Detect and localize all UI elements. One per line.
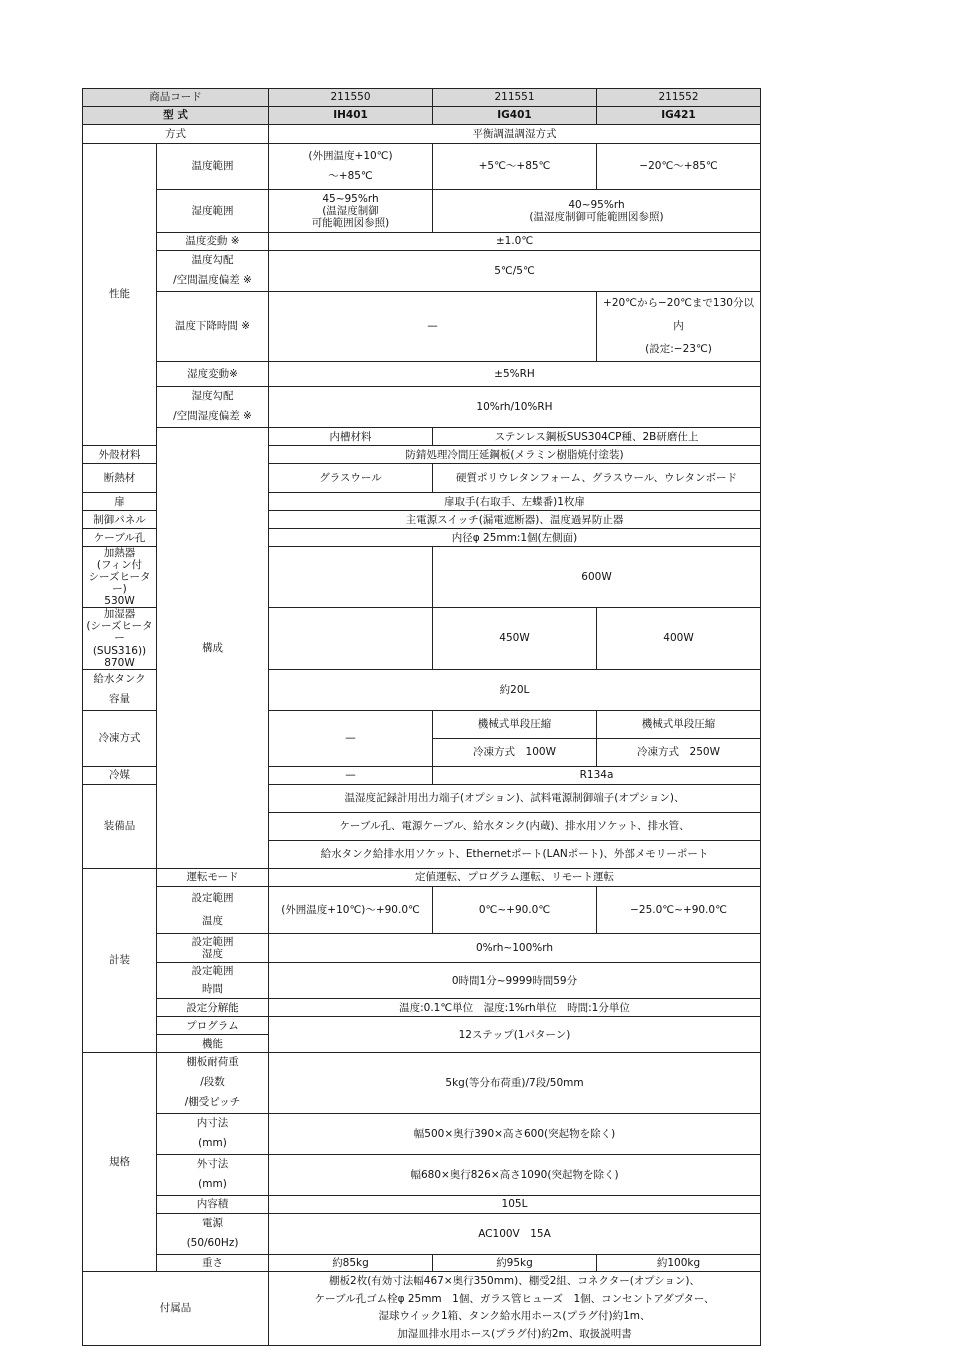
label-water-tank-line1: 給水タンク (93, 672, 146, 685)
product-code-3: 211552 (597, 89, 761, 107)
label-humidity-fluct: 湿度変動※ (157, 362, 269, 387)
label-shelf-load-line2: /段数 (200, 1076, 225, 1089)
humidity-range-1-line1: 45~95%rh (322, 192, 379, 205)
label-humidity-gradient-line2: /空間湿度偏差 ※ (173, 410, 252, 423)
label-time-set (157, 962, 269, 999)
humidity-set-value: 0%rh~100%rh (269, 933, 761, 962)
row-cool-time (83, 291, 761, 361)
label-control-panel: 制御パネル (83, 511, 157, 529)
accessories-line2: ケーブル孔ゴム栓φ 25mm 1個、ガラス管ヒューズ 1個、コンセントアダプター、 (314, 1292, 715, 1305)
row-humidity-gradient (83, 387, 761, 428)
program-value: 12ステップ(1パターン) (269, 1017, 761, 1053)
outer-material-value: 防錆処理冷間圧延鋼板(メラミン樹脂焼付塗装) (269, 446, 761, 464)
cool-time-3 (597, 291, 761, 361)
row-shelf-load (83, 1053, 761, 1114)
refrigerant-23: R134a (433, 766, 761, 784)
product-code-1: 211550 (269, 89, 433, 107)
label-heater-line4: 530W (104, 595, 135, 608)
volume-value: 105L (269, 1195, 761, 1213)
equipment-line2: ケーブル孔、電源ケーブル、給水タンク(内蔵)、排水用ソケット、排水管、 (269, 812, 761, 840)
label-equipment: 装備品 (83, 784, 157, 868)
humidity-gradient-value: 10%rh/10%RH (269, 387, 761, 428)
label-product-code: 商品コード (83, 89, 269, 107)
row-accessories (83, 1271, 761, 1345)
row-inner-dim (83, 1114, 761, 1155)
label-temp-gradient (157, 251, 269, 292)
accessories-line4: 加湿皿排水用ホース(プラグ付)約2m、取扱説明書 (397, 1328, 632, 1341)
label-method: 方式 (83, 125, 269, 144)
label-temp-gradient-line1: 温度勾配 (191, 254, 234, 266)
group-construction: 構成 (157, 428, 269, 869)
model-3: IG421 (597, 107, 761, 125)
cable-port-value: 内径φ 25mm:1個(左側面) (269, 529, 761, 547)
accessories-line3: 湿球ウイック1箱、タンク給水用ホース(プラグ付)約1m、 (378, 1310, 651, 1323)
time-set-value: 0時間1分~9999時間59分 (269, 962, 761, 999)
accessories-line1: 棚板2枚(有効寸法幅467×奥行350mm)、棚受2組、コネクター(オプション)、 (329, 1274, 700, 1287)
label-inner-dim-line1: 内寸法 (196, 1117, 229, 1130)
label-shelf-load-line1: 棚板耐荷重 (186, 1056, 239, 1069)
label-time-set-line2: 時間 (202, 982, 223, 995)
label-power (157, 1213, 269, 1254)
equipment-line1: 温湿度記録計用出力端子(オプション)、試料電源制御端子(オプション)、 (269, 784, 761, 812)
label-humidity-gradient-line1: 湿度勾配 (191, 390, 234, 403)
label-temp-set-line2: 温度 (202, 914, 223, 927)
method-value: 平衡調温調湿方式 (269, 125, 761, 144)
label-program-line2: 機能 (157, 1035, 269, 1053)
mode-value: 定値運転、プログラム運転、リモート運転 (269, 868, 761, 886)
inner-dim-value: 幅500×奥行390×高さ600(突起物を除く) (269, 1114, 761, 1155)
label-volume: 内容積 (157, 1195, 269, 1213)
label-refrigeration: 冷凍方式 (83, 710, 157, 766)
label-shelf-load-line3: /棚受ピッチ (184, 1096, 241, 1109)
row-program-1 (83, 1017, 761, 1035)
weight-3: 約100kg (597, 1254, 761, 1271)
heater-23: 600W (433, 547, 761, 608)
humidity-range-1 (269, 190, 433, 233)
label-heater-line3: シーズヒーター) (88, 571, 151, 596)
label-temp-fluct: 温度変動 ※ (157, 233, 269, 251)
row-method (83, 125, 761, 144)
label-inner-dim-line2: (mm) (198, 1137, 227, 1150)
cool-time-12: — (269, 291, 597, 361)
label-cable-port: ケーブル孔 (83, 529, 157, 547)
label-temp-set-line1: 設定範囲 (191, 891, 234, 904)
refrigerant-1: — (269, 766, 433, 784)
label-inner-dim (157, 1114, 269, 1155)
temp-range-3: −20℃〜+85℃ (597, 144, 761, 190)
label-humidity-set (157, 933, 269, 962)
label-accessories: 付属品 (83, 1271, 269, 1345)
row-humidity-fluct (83, 362, 761, 387)
row-power (83, 1213, 761, 1254)
row-temp-range (83, 144, 761, 190)
humidifier-3: 400W (597, 608, 761, 669)
row-model (83, 107, 761, 125)
temp-range-1 (269, 144, 433, 190)
label-temp-range: 温度範囲 (157, 144, 269, 190)
resolution-value: 温度:0.1℃単位 湿度:1%rh単位 時間:1分単位 (269, 999, 761, 1017)
label-program-line1: プログラム (157, 1017, 269, 1035)
row-humidity-range (83, 190, 761, 233)
label-humidity-range: 湿度範囲 (157, 190, 269, 233)
water-tank-value: 約20L (269, 669, 761, 710)
insulation-23: 硬質ポリウレタンフォーム、グラスウール、ウレタンボード (433, 464, 761, 493)
door-value: 扉取手(右取手、左蝶番)1枚扉 (269, 493, 761, 511)
humidity-range-23-line1: 40~95%rh (568, 198, 625, 211)
row-temp-fluct (83, 233, 761, 251)
shelf-load-value: 5kg(等分布荷重)/7段/50mm (269, 1053, 761, 1114)
cool-time-3-line1: +20℃から−20℃まで130分以内 (603, 296, 754, 332)
row-resolution (83, 999, 761, 1017)
label-heater-line1: 加熱器 (103, 547, 136, 560)
product-code-2: 211551 (433, 89, 597, 107)
label-outer-dim-line2: (mm) (198, 1178, 227, 1191)
humidity-range-23-line2: (温湿度制御可能範囲図参照) (529, 211, 664, 223)
humidity-range-1-line2: (温湿度制御 (322, 204, 379, 217)
outer-dim-value: 幅680×奥行826×高さ1090(突起物を除く) (269, 1155, 761, 1196)
row-weight (83, 1254, 761, 1271)
weight-1: 約85kg (269, 1254, 433, 1271)
heater-1 (269, 547, 433, 608)
label-mode: 運転モード (157, 868, 269, 886)
temp-range-2: +5℃〜+85℃ (433, 144, 597, 190)
label-resolution: 設定分解能 (157, 999, 269, 1017)
label-temp-set (157, 886, 269, 933)
temp-set-1: (外囲温度+10℃)〜+90.0℃ (269, 886, 433, 933)
model-1: IH401 (269, 107, 433, 125)
row-outer-dim (83, 1155, 761, 1196)
temp-gradient-value: 5℃/5℃ (269, 251, 761, 292)
label-model: 型 式 (83, 107, 269, 125)
group-specs: 規格 (83, 1053, 157, 1271)
refrigeration-3-line1: 機械式単段圧縮 (597, 710, 761, 738)
inner-material-value: ステンレス鋼板SUS304CP種、2B研磨仕上 (433, 428, 761, 446)
label-outer-dim-line1: 外寸法 (196, 1158, 229, 1171)
label-humidifier-line2: (シーズヒーター (86, 620, 153, 645)
row-inner-material (83, 428, 761, 446)
insulation-1: グラスウール (269, 464, 433, 493)
label-humidifier-line1: 加湿器 (103, 608, 136, 621)
row-product-code (83, 89, 761, 107)
row-mode (83, 868, 761, 886)
refrigeration-2-line1: 機械式単段圧縮 (433, 710, 597, 738)
control-panel-value: 主電源スイッチ(漏電遮断器)、温度過昇防止器 (269, 511, 761, 529)
refrigeration-3-line2: 冷凍方式 250W (597, 738, 761, 766)
temp-set-3: −25.0℃~+90.0℃ (597, 886, 761, 933)
label-power-line2: (50/60Hz) (186, 1236, 239, 1249)
label-door: 扉 (83, 493, 157, 511)
label-humidifier-line3: (SUS316)) (92, 644, 147, 657)
label-water-tank (83, 669, 157, 710)
label-heater-line2: (フィン付 (96, 559, 143, 572)
humidity-fluct-value: ±5%RH (269, 362, 761, 387)
label-cool-time: 温度下降時間 ※ (157, 291, 269, 361)
humidifier-1 (269, 608, 433, 669)
spec-table (82, 88, 761, 1346)
label-water-tank-line2: 容量 (109, 692, 130, 705)
temp-set-2: 0℃~+90.0℃ (433, 886, 597, 933)
equipment-line3: 給水タンク給排水用ソケット、Ethernetポート(LANポート)、外部メモリーポート (269, 840, 761, 868)
group-instrumentation: 計装 (83, 868, 157, 1053)
label-outer-dim (157, 1155, 269, 1196)
label-temp-gradient-line2: /空間温度偏差 ※ (173, 273, 252, 286)
humidity-range-23 (433, 190, 761, 233)
temp-range-1-line1: (外囲温度+10℃) (308, 149, 393, 162)
refrigeration-2-line2: 冷凍方式 100W (433, 738, 597, 766)
temp-fluct-value: ±1.0℃ (269, 233, 761, 251)
power-value: AC100V 15A (269, 1213, 761, 1254)
row-volume (83, 1195, 761, 1213)
humidity-range-1-line3: 可能範囲図参照) (311, 217, 390, 230)
label-insulation: 断熱材 (83, 464, 157, 493)
row-humidity-set (83, 933, 761, 962)
model-2: IG401 (433, 107, 597, 125)
label-power-line1: 電源 (202, 1216, 223, 1229)
label-humidifier (83, 608, 157, 669)
accessories-value (269, 1271, 761, 1345)
row-temp-set (83, 886, 761, 933)
row-temp-gradient (83, 251, 761, 292)
row-time-set (83, 962, 761, 999)
label-humidity-set-line2: 湿度 (202, 947, 223, 960)
weight-2: 約95kg (433, 1254, 597, 1271)
humidifier-2: 450W (433, 608, 597, 669)
label-humidity-gradient (157, 387, 269, 428)
label-weight: 重さ (157, 1254, 269, 1271)
label-humidity-set-line1: 設定範囲 (191, 935, 234, 948)
label-heater (83, 547, 157, 608)
cool-time-3-line2: (設定:−23℃) (645, 343, 712, 356)
label-time-set-line1: 設定範囲 (191, 964, 234, 977)
refrigeration-1: — (269, 710, 433, 766)
label-outer-material: 外殻材料 (83, 446, 157, 464)
label-refrigerant: 冷媒 (83, 766, 157, 784)
label-humidifier-line4: 870W (104, 656, 135, 669)
temp-range-1-line2: 〜+85℃ (328, 169, 373, 182)
group-performance: 性能 (83, 144, 157, 446)
label-shelf-load (157, 1053, 269, 1114)
label-inner-material: 内槽材料 (269, 428, 433, 446)
